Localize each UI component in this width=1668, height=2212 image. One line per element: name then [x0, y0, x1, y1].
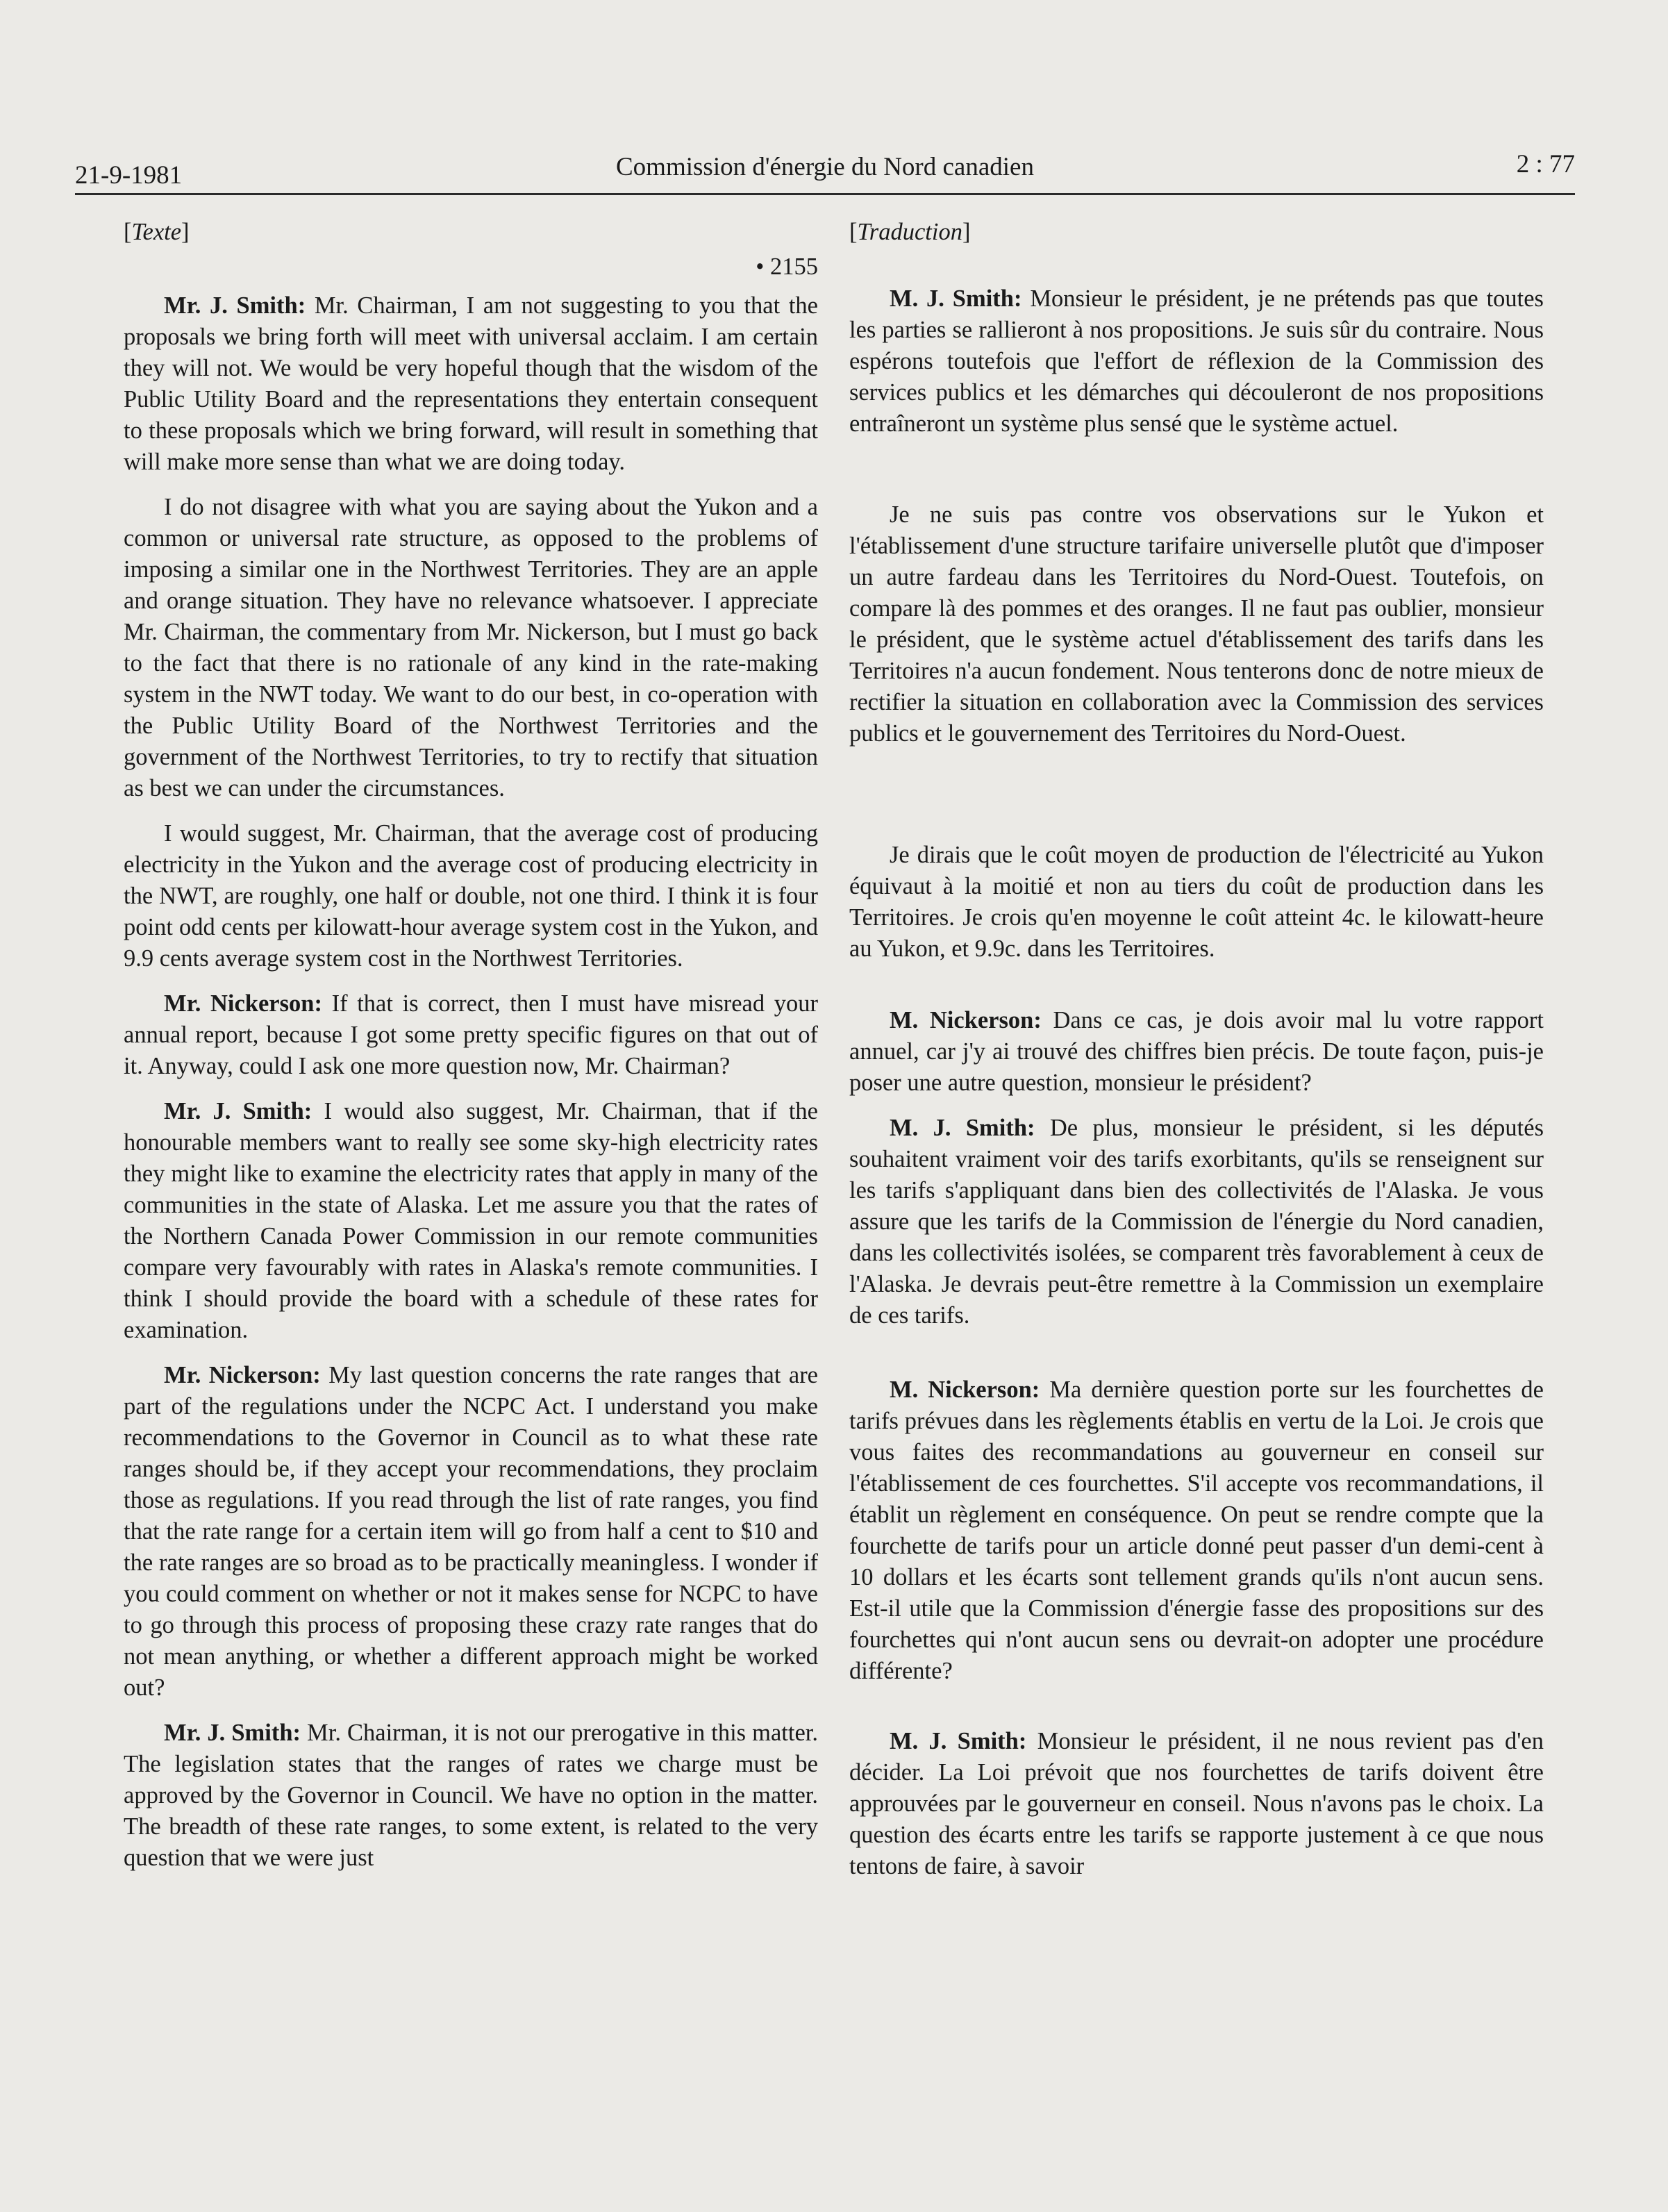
paragraph: [849, 1005, 1544, 1099]
timestamp-marker: • 2155: [756, 253, 818, 280]
paragraph: [124, 492, 818, 804]
speaker-name: Mr. Nickerson:: [164, 1362, 321, 1388]
speaker-name: M. Nickerson:: [890, 1007, 1042, 1033]
paragraph-text: Mr. Chairman, I am not suggesting to you that the proposals we bring forth will meet with universal acclaim. I am certain they will not. We would be very hopeful though that the wisdom of the Public Utility Board and the representations they entertain consequent to these proposals which we bring forward, will result in something that will make more sense than what we are doing today.: [124, 292, 818, 475]
paragraph-text: Je dirais que le coût moyen de production de l'électricité au Yukon équivaut à la moitié et non au tiers du coût de production dans les Territoires. Je crois qu'en moyenne le coût atteint 4c. le kilowatt-heure au Yukon, et 9.9c. dans les Territoires.: [849, 842, 1544, 962]
paragraph-text: Ma dernière question porte sur les fourchettes de tarifs prévues dans les règlements établis en vertu de la Loi. Je crois que vous faites des recommandations au gouverneur en conseil sur l'établissement de ces fourchettes. S'il accepte vos recommandations, il établit un règlement en conséquence. On peut se rendre compte que la fourchette de tarifs pour un article donné peut passer d'un demi-cent à 10 dollars et les écarts sont tellement grands qu'ils n'ont aucun sens. Est-il utile que la Commission d'énergie fasse des propositions sur des fourchettes qui n'ont aucun sens ou devrait-on adopter une procédure différente?: [849, 1377, 1544, 1684]
speaker-name: M. J. Smith:: [890, 285, 1022, 312]
paragraph: [849, 1113, 1544, 1331]
paragraph: [849, 499, 1544, 749]
paragraph-text: Mr. Chairman, it is not our prerogative in this matter. The legislation states that the ranges of rates we charge must be approved by the Governor in Council. We have no option in the matter. The breadth of these rate ranges, to some extent, is related to the very question that we were just: [124, 1720, 818, 1871]
paragraph: [124, 1360, 818, 1704]
paragraph-text: De plus, monsieur le président, si les députés souhaitent vraiment voir des tarifs exorbitants, qu'ils se renseignent sur les tarifs s'appliquant dans bien des collectivités de l'Alaska. Je vous assure que les tarifs de la Commission de l'énergie du Nord canadien, dans les collectivités isolées, se comparent très favorablement à ceux de l'Alaska. Je devrais peut-être remettre à la Commission un exemplaire de ces tarifs.: [849, 1115, 1544, 1329]
paragraph-text: I would also suggest, Mr. Chairman, that if the honourable members want to really see some sky-high electricity rates they might like to examine the electricity rates that apply in many of the communities in the state of Alaska. Let me assure you that the rates of the Northern Canada Power Commission in our remote communities compare very favourably with rates in Alaska's remote communities. I think I should provide the board with a schedule of these rates for examination.: [124, 1098, 818, 1343]
header-title: Commission d'énergie du Nord canadien: [616, 153, 1034, 181]
paragraph-text: I would suggest, Mr. Chairman, that the average cost of producing electricity in the Yukon and the average cost of producing electricity in the NWT, are roughly, one half or double, not one third. I think it is four point odd cents per kilowatt-hour average system cost in the Yukon, and 9.9 cents average system cost in the Northwest Territories.: [124, 820, 818, 972]
french-column: [849, 217, 1544, 1896]
header-date: 21-9-1981: [75, 161, 183, 190]
paragraph-text: Je ne suis pas contre vos observations sur le Yukon et l'établissement d'une structure tarifaire universelle plutôt que d'imposer un autre fardeau dans les Territoires du Nord-Ouest. Toutefois, on compare là des pommes et des oranges. Il ne faut pas oublier, monsieur le président, que le système actuel d'établissement des tarifs dans les Territoires n'a aucun fondement. Nous tenterons donc de notre mieux de rectifier la situation en collaboration avec la Commission des services publics et le gouvernement des Territoires du Nord-Ouest.: [849, 501, 1544, 747]
paragraph-text: If that is correct, then I must have misread your annual report, because I got some pretty specific figures on that out of it. Anyway, could I ask one more question now, Mr. Chairman?: [124, 990, 819, 1079]
speaker-name: M. Nickerson:: [890, 1377, 1040, 1403]
paragraph: [124, 1718, 818, 1874]
paragraph: [124, 818, 818, 974]
header-page-number: 2 : 77: [1516, 150, 1575, 178]
paragraph: [849, 1726, 1544, 1882]
english-column: [124, 217, 818, 1888]
page-header: [75, 139, 1575, 195]
paragraph: [124, 290, 818, 478]
speaker-name: Mr. J. Smith:: [164, 1720, 301, 1746]
speaker-name: M. J. Smith:: [890, 1728, 1027, 1754]
label-open-bracket: [: [849, 219, 858, 245]
label-close-bracket: ]: [962, 219, 971, 245]
paragraph-text: I do not disagree with what you are saying about the Yukon and a common or universal rate structure, as opposed to the problems of imposing a similar one in the Northwest Territories. They are an apple and orange situation. They have no relevance whatsoever. I appreciate Mr. Chairman, the commentary from Mr. Nickerson, but I must go back to the fact that there is no rationale of any kind in the rate-making system in the NWT today. We want to do our best, in co-operation with the Public Utility Board of the Northwest Territories and the government of the Northwest Territories, to try to rectify that situation as best we can under the circumstances.: [124, 494, 818, 801]
speaker-name: Mr. J. Smith:: [164, 1098, 312, 1124]
label-close-bracket: ]: [181, 219, 190, 245]
speaker-name: M. J. Smith:: [890, 1115, 1035, 1141]
paragraph-text: My last question concerns the rate ranges that are part of the regulations under the NCPC Act. I understand you make recommendations to the Governor in Council as to what these rate ranges should be, if they accept your recommendations, they proclaim those as regulations. If you read through the list of rate ranges, you find that the rate range for a certain item will go from half a cent to $10 and the rate ranges are so broad as to be practically meaningless. I wonder if you could comment on whether or not it makes sense for NCPC to have to go through this process of proposing these crazy rate ranges that do not mean anything, or whether a different approach might be worked out?: [124, 1362, 818, 1701]
column-label-texte: [124, 217, 818, 251]
label-text: Traduction: [857, 219, 962, 245]
paragraph: [124, 988, 818, 1082]
paragraph-text: Dans ce cas, je dois avoir mal lu votre rapport annuel, car j'y ai trouvé des chiffres bien précis. De toute façon, puis-je poser une autre question, monsieur le président?: [849, 1007, 1544, 1096]
speaker-name: Mr. J. Smith:: [164, 292, 306, 319]
label-text: Texte: [131, 219, 182, 245]
paragraph: [849, 283, 1544, 440]
label-open-bracket: [: [124, 219, 132, 245]
speaker-name: Mr. Nickerson:: [164, 990, 322, 1017]
paragraph: [849, 840, 1544, 965]
paragraph: [124, 1096, 818, 1346]
paragraph-text: Monsieur le président, je ne prétends pas que toutes les parties se rallieront à nos propositions. Je suis sûr du contraire. Nous espérons toutefois que l'effort de réflexion de la Commission des services publics et les démarches qui découleront de nos propositions entraîneront un système plus sensé que le système actuel.: [849, 285, 1544, 437]
column-label-traduction: [849, 217, 1544, 251]
paragraph-text: Monsieur le président, il ne nous revient pas d'en décider. La Loi prévoit que nos fourchettes de tarifs doivent être approuvées par le gouverneur en conseil. Nous n'avons pas le choix. La question des écarts entre les tarifs se rapporte justement à ce que nous tentons de faire, à savoir: [849, 1728, 1544, 1879]
paragraph: [849, 1374, 1544, 1687]
